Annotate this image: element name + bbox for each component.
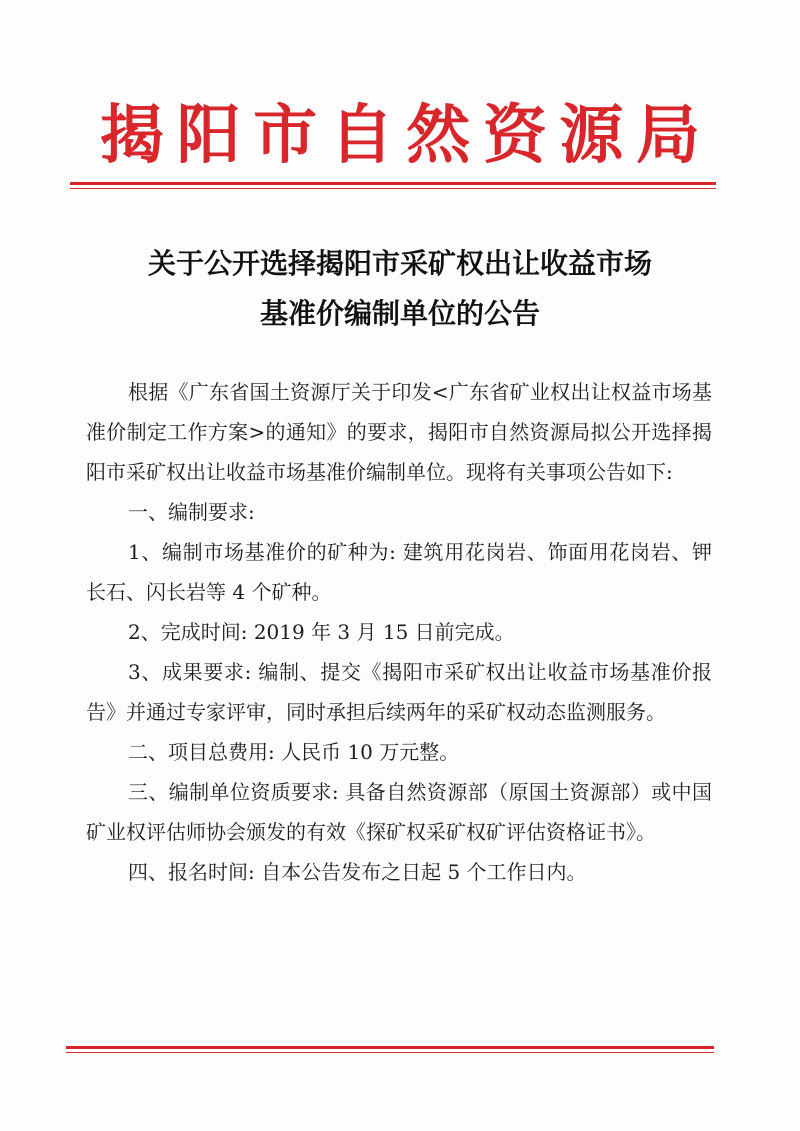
header-red-rule-thin (70, 188, 716, 189)
agency-char: 揭 (100, 98, 164, 173)
section-2: 二、项目总费用: 人民币 10 万元整。 (128, 740, 460, 764)
agency-char: 阳 (176, 98, 241, 173)
agency-char: 局 (635, 98, 700, 173)
notice-body (86, 372, 712, 892)
notice-title-line-2: 基准价编制单位的公告 (259, 297, 540, 330)
agency-char: 资 (482, 98, 547, 173)
section-1-item-3: 3、成果要求: 编制、提交《揭阳市采矿权出让收益市场基准价报告》并通过专家评审，同时承担后续两年的采矿权动态监测服务。 (86, 660, 712, 724)
agency-char: 源 (559, 98, 624, 173)
header-red-rule (70, 182, 716, 185)
section-1-item-2: 2、完成时间: 2019 年 3 月 15 日前完成。 (128, 620, 515, 644)
agency-letterhead (60, 96, 740, 176)
intro-paragraph: 根据《广东省国土资源厅关于印发<广东省矿业权出让权益市场基准价制定工作方案>的通知》的要求，揭阳市自然资源局拟公开选择揭阳市采矿权出让收益市场基准价编制单位。现将有关事项公告如下: (86, 380, 712, 484)
section-1-item-1: 1、编制市场基准价的矿种为: 建筑用花岗岩、饰面用花岗岩、钾长石、闪长岩等 4 个矿种。 (86, 540, 712, 604)
footer-red-rule-thin (66, 1052, 714, 1053)
footer-red-rule (66, 1046, 714, 1049)
section-3: 三、编制单位资质要求: 具备自然资源部（原国土资源部）或中国矿业权评估师协会颁发的有效《探矿权采矿权矿评估资格证书》。 (86, 780, 712, 844)
section-4: 四、报名时间: 自本公告发布之日起 5 个工作日内。 (128, 860, 587, 884)
agency-char: 然 (406, 98, 471, 173)
agency-char: 市 (253, 98, 318, 173)
agency-char: 自 (329, 98, 394, 173)
notice-title-line-1: 关于公开选择揭阳市采矿权出让收益市场 (147, 247, 652, 280)
section-1-heading: 一、编制要求: (128, 500, 255, 524)
